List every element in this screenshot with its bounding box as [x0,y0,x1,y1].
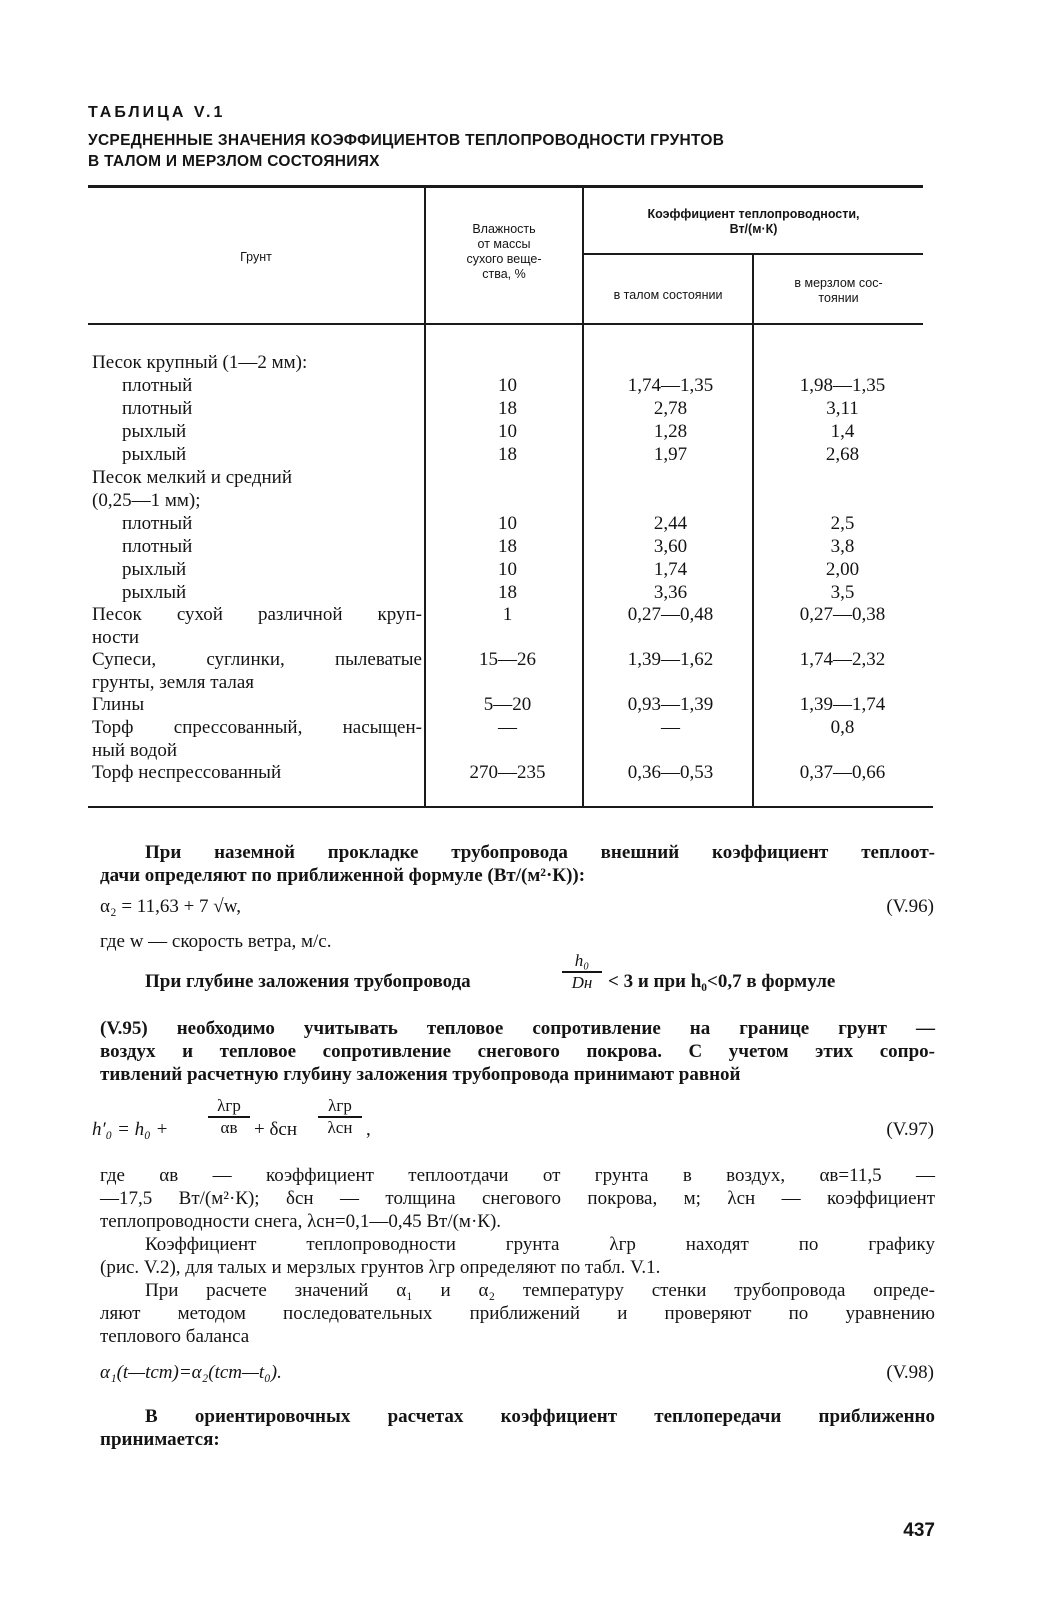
soil-name-text: Торф спрессованный, насыщен- [92,717,422,738]
paragraph [100,841,935,887]
soil-name: плотный [122,375,193,396]
humidity-value: 10 [498,421,517,442]
thawed-value: 1,74—1,35 [627,375,714,396]
frozen-value: 3,5 [830,582,855,603]
thawed-value: 1,39—1,62 [627,649,714,670]
header-soil: Грунт [240,250,272,264]
thawed-value: 3,36 [653,582,688,603]
soil-name: рыхлый [122,582,187,603]
humidity-value: 270—235 [469,762,546,783]
table-label: ТАБЛИЦА V.1 [88,104,226,121]
equation-v96: α₂ = 11,63 + 7 √w, [100,896,241,917]
soil-name: ный водой [92,740,177,761]
equation-v97-mid: + δсн [254,1119,298,1140]
soil-name: плотный [122,513,193,534]
humidity-value: 10 [498,559,517,580]
equation-number: (V.96) [886,896,934,917]
fraction-denominator: αв [220,1117,238,1137]
frozen-value: 3,11 [826,398,859,419]
header-coefficient [584,207,923,237]
text-line: где αв — коэффициент теплоотдачи от грунта в воздух, αв=11,5 — [100,1165,935,1186]
header-frozen [754,276,923,306]
text-line: дачи определяют по приближенной формуле (Вт/(м²·К)): [100,865,586,886]
table-row [0,512,1039,535]
header-humidity-line: сухого веще- [466,252,542,266]
soil-name: Торф неспрессованный [92,762,282,783]
table-row [0,671,1039,694]
humidity-value: 10 [498,375,517,396]
frozen-value: 2,68 [825,444,860,465]
header-humidity-line: Влажность [472,222,536,236]
text-line: тивлений расчетную глубину заложения трубопровода принимают равной [100,1064,741,1085]
table-row [0,581,1039,604]
soil-name-text: Супеси, суглинки, пылеватые [92,649,422,670]
table-row [0,558,1039,581]
table-row [0,489,1039,512]
fraction-numerator: λгр [328,1096,352,1115]
table-top-rule [88,185,923,188]
text-line: —17,5 Вт/(м²·К); δсн — толщина снегового покрова, м; λсн — коэффициент [100,1188,935,1209]
soil-name: Глины [92,694,145,715]
equation-number: (V.97) [886,1119,934,1140]
header-humidity-line: от массы [477,237,531,251]
thawed-value: 2,78 [653,398,688,419]
soil-name: Песок крупный (1—2 мм): [92,352,308,373]
table-title [88,130,948,172]
table-row [0,443,1039,466]
frozen-value: 0,37—0,66 [799,762,886,783]
fraction-numerator: h₀ [574,951,590,970]
fraction-denominator: Dн [571,972,593,992]
frozen-value: 2,00 [825,559,860,580]
soil-name: рыхлый [122,421,187,442]
header-humidity [426,222,582,282]
humidity-value: 18 [498,444,517,465]
page-number: 437 [903,1520,935,1541]
depth-ratio-fraction [562,952,602,992]
table-row [0,716,1039,739]
text-line: Коэффициент теплопроводности грунта λгр находят по графику [145,1234,935,1255]
soil-name: (0,25—1 мм); [92,490,201,511]
table-row [0,351,1039,374]
paragraph [100,1279,935,1348]
thawed-value: 0,27—0,48 [627,604,714,625]
text-line: При расчете значений α₁ и α₂ температуру стенки трубопровода опреде- [145,1280,935,1301]
table-title-line: В ТАЛОМ И МЕРЗЛОМ СОСТОЯНИЯХ [88,153,380,170]
table-row [0,397,1039,420]
fraction-numerator: λгр [217,1096,241,1115]
table-row [0,761,1039,784]
text-line: теплового баланса [100,1326,250,1347]
text-line: где w — скорость ветра, м/с. [100,931,332,952]
thawed-value: 1,97 [653,444,688,465]
thawed-value: 1,74 [653,559,688,580]
frozen-value: 3,8 [830,536,855,557]
frozen-value: 1,98—1,35 [799,375,886,396]
frozen-value: 0,8 [830,717,855,738]
humidity-value: 15—26 [479,649,536,670]
soil-name: рыхлый [122,444,187,465]
table-row [0,603,1039,626]
fraction-denominator: λсн [327,1117,353,1137]
frozen-value: 2,5 [830,513,855,534]
equation-number: (V.98) [886,1362,934,1383]
thawed-value: — [661,717,680,738]
header-coefficient-line: Вт/(м·К) [729,222,778,236]
text-line: воздух и тепловое сопротивление снегового покрова. С учетом этих сопро- [100,1041,935,1062]
text-line: принимается: [100,1429,220,1450]
table-title-line: УСРЕДНЕННЫЕ ЗНАЧЕНИЯ КОЭФФИЦИЕНТОВ ТЕПЛОПРОВОДНОСТИ ГРУНТОВ [88,132,725,149]
equation-v97-fraction [208,1097,250,1137]
header-coefficient-line: Коэффициент теплопроводности, [647,207,860,221]
humidity-value: 10 [498,513,517,534]
table-row [0,648,1039,671]
soil-name: ности [92,627,140,648]
table-row [0,626,1039,649]
humidity-value: 1 [502,604,513,625]
humidity-value: 5—20 [483,694,532,715]
soil-name-text: Песок сухой различной круп- [92,604,422,625]
soil-name [92,716,422,739]
thawed-value: 1,28 [653,421,688,442]
table-row [0,739,1039,762]
paragraph [100,1233,935,1279]
table-row [0,693,1039,716]
thawed-value: 0,93—1,39 [627,694,714,715]
thawed-value: 2,44 [653,513,688,534]
text-line: В ориентировочных расчетах коэффициент теплопередачи приближенно [145,1406,935,1427]
soil-name: Песок мелкий и средний [92,467,293,488]
header-thawed: в талом состоянии [613,288,723,302]
humidity-value: — [498,717,517,738]
header-bottom-rule [88,323,923,325]
humidity-value: 18 [498,398,517,419]
soil-name: плотный [122,536,193,557]
equation-v97-tail: , [366,1119,371,1140]
table-row [0,535,1039,558]
soil-name [92,603,422,626]
thawed-value: 3,60 [653,536,688,557]
thawed-value: 0,36—0,53 [627,762,714,783]
paragraph [100,930,935,953]
frozen-value: 1,4 [830,421,855,442]
text-line: При глубине заложения трубопровода [145,971,471,992]
soil-name [92,648,422,671]
table-row [0,466,1039,489]
soil-name: грунты, земля талая [92,672,255,693]
humidity-value: 18 [498,582,517,603]
text-line: (V.95) необходимо учитывать тепловое сопротивление на границе грунт — [100,1018,935,1039]
equation-v97-fraction [318,1097,362,1137]
equation-v98: α₁(t—tст)=α₂(tст—t₀). [100,1362,282,1383]
frozen-value: 1,39—1,74 [799,694,886,715]
table-bottom-rule [88,806,933,808]
header-frozen-line: в мерзлом сос- [794,276,883,290]
soil-name: плотный [122,398,193,419]
humidity-value: 18 [498,536,517,557]
text-line: ляют методом последовательных приближений и проверяют по уравнению [100,1303,935,1324]
text-line: При наземной прокладке трубопровода внешний коэффициент теплоот- [145,842,935,863]
equation-v97-lhs: h′₀ = h₀ + [92,1119,169,1140]
frozen-value: 0,27—0,38 [799,604,886,625]
text-line: теплопроводности снега, λсн=0,1—0,45 Вт/(м·К). [100,1211,502,1232]
table-row [0,420,1039,443]
frozen-value: 1,74—2,32 [799,649,886,670]
soil-name: рыхлый [122,559,187,580]
header-frozen-line: тоянии [818,291,859,305]
text-line: < 3 и при h₀<0,7 в формуле [608,971,836,992]
paragraph [100,1405,935,1451]
table-row [0,374,1039,397]
paragraph [100,1017,935,1086]
text-line: (рис. V.2), для талых и мерзлых грунтов λгр определяют по табл. V.1. [100,1257,661,1278]
paragraph [100,1164,935,1233]
header-humidity-line: ства, % [482,267,526,281]
